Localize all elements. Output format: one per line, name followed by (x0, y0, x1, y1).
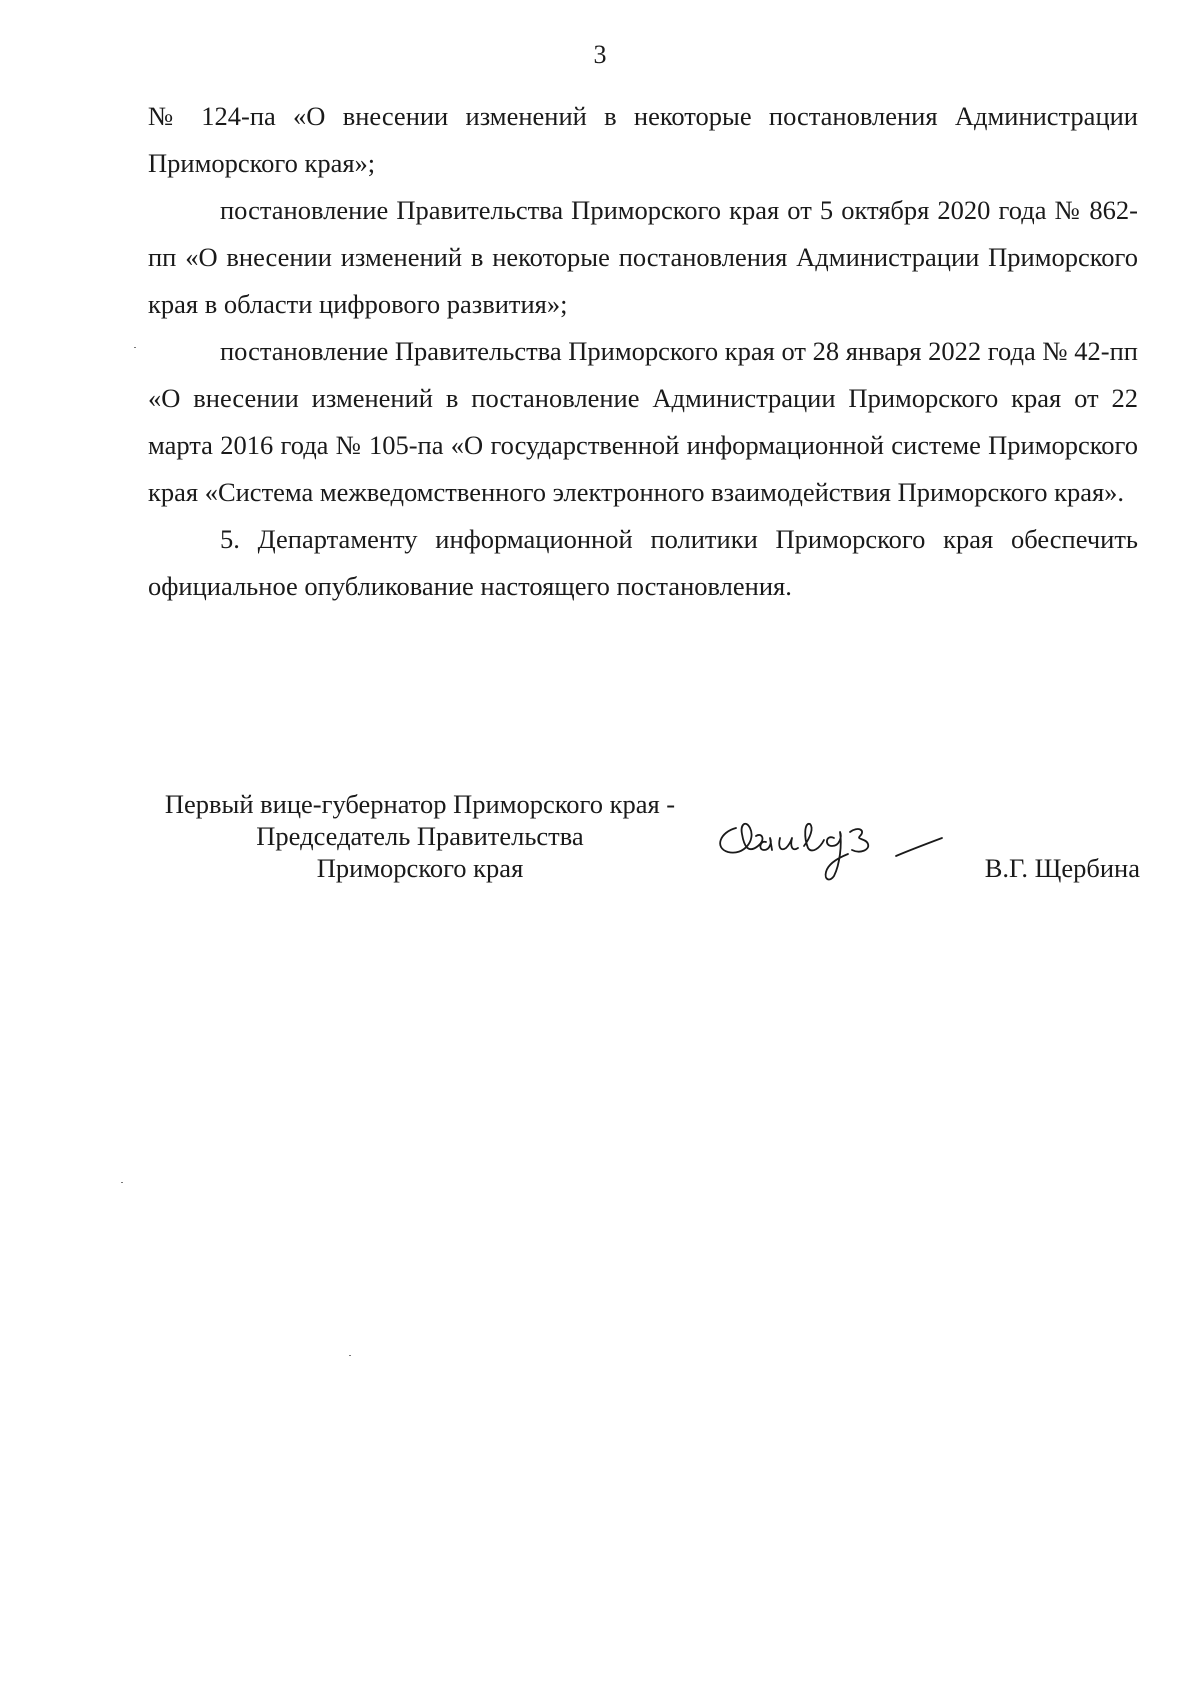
paragraph-item-5: 5. Департаменту информационной политики Приморского края обеспечить официальное опубликование настоящего постановления. (148, 524, 1138, 601)
paragraph-continuation: № 124-па «О внесении изменений в некоторые постановления Администрации Приморского края»; (148, 101, 1138, 178)
handwritten-signature-icon (700, 788, 1000, 898)
paragraph-decree-42: постановление Правительства Приморского края от 28 января 2022 года № 42-пп «О внесении изменений в постановление Администрации Приморского края от 22 марта 2016 года № 105-па «О государственной информационной системе Приморского края «Система межведомственного электронного взаимодействия Приморского края». (148, 336, 1138, 507)
document-body (148, 93, 1138, 610)
signer-title-line-1: Первый вице-губернатор Приморского края - (164, 789, 676, 819)
signer-title (140, 788, 700, 884)
signer-title-line-2: Председатель Правительства (256, 821, 584, 851)
page-number: 3 (593, 40, 607, 69)
scan-speck (121, 1182, 123, 1183)
signer-name: В.Г. Щербина (984, 853, 1140, 883)
scan-speck (349, 1355, 351, 1356)
signer-title-line-3: Приморского края (316, 853, 524, 883)
paragraph-decree-862: постановление Правительства Приморского края от 5 октября 2020 года № 862-пп «О внесении изменений в некоторые постановления Администрации Приморского края в области цифрового развития»; (148, 195, 1138, 319)
signature-block (140, 788, 1140, 898)
scan-speck (134, 347, 136, 348)
